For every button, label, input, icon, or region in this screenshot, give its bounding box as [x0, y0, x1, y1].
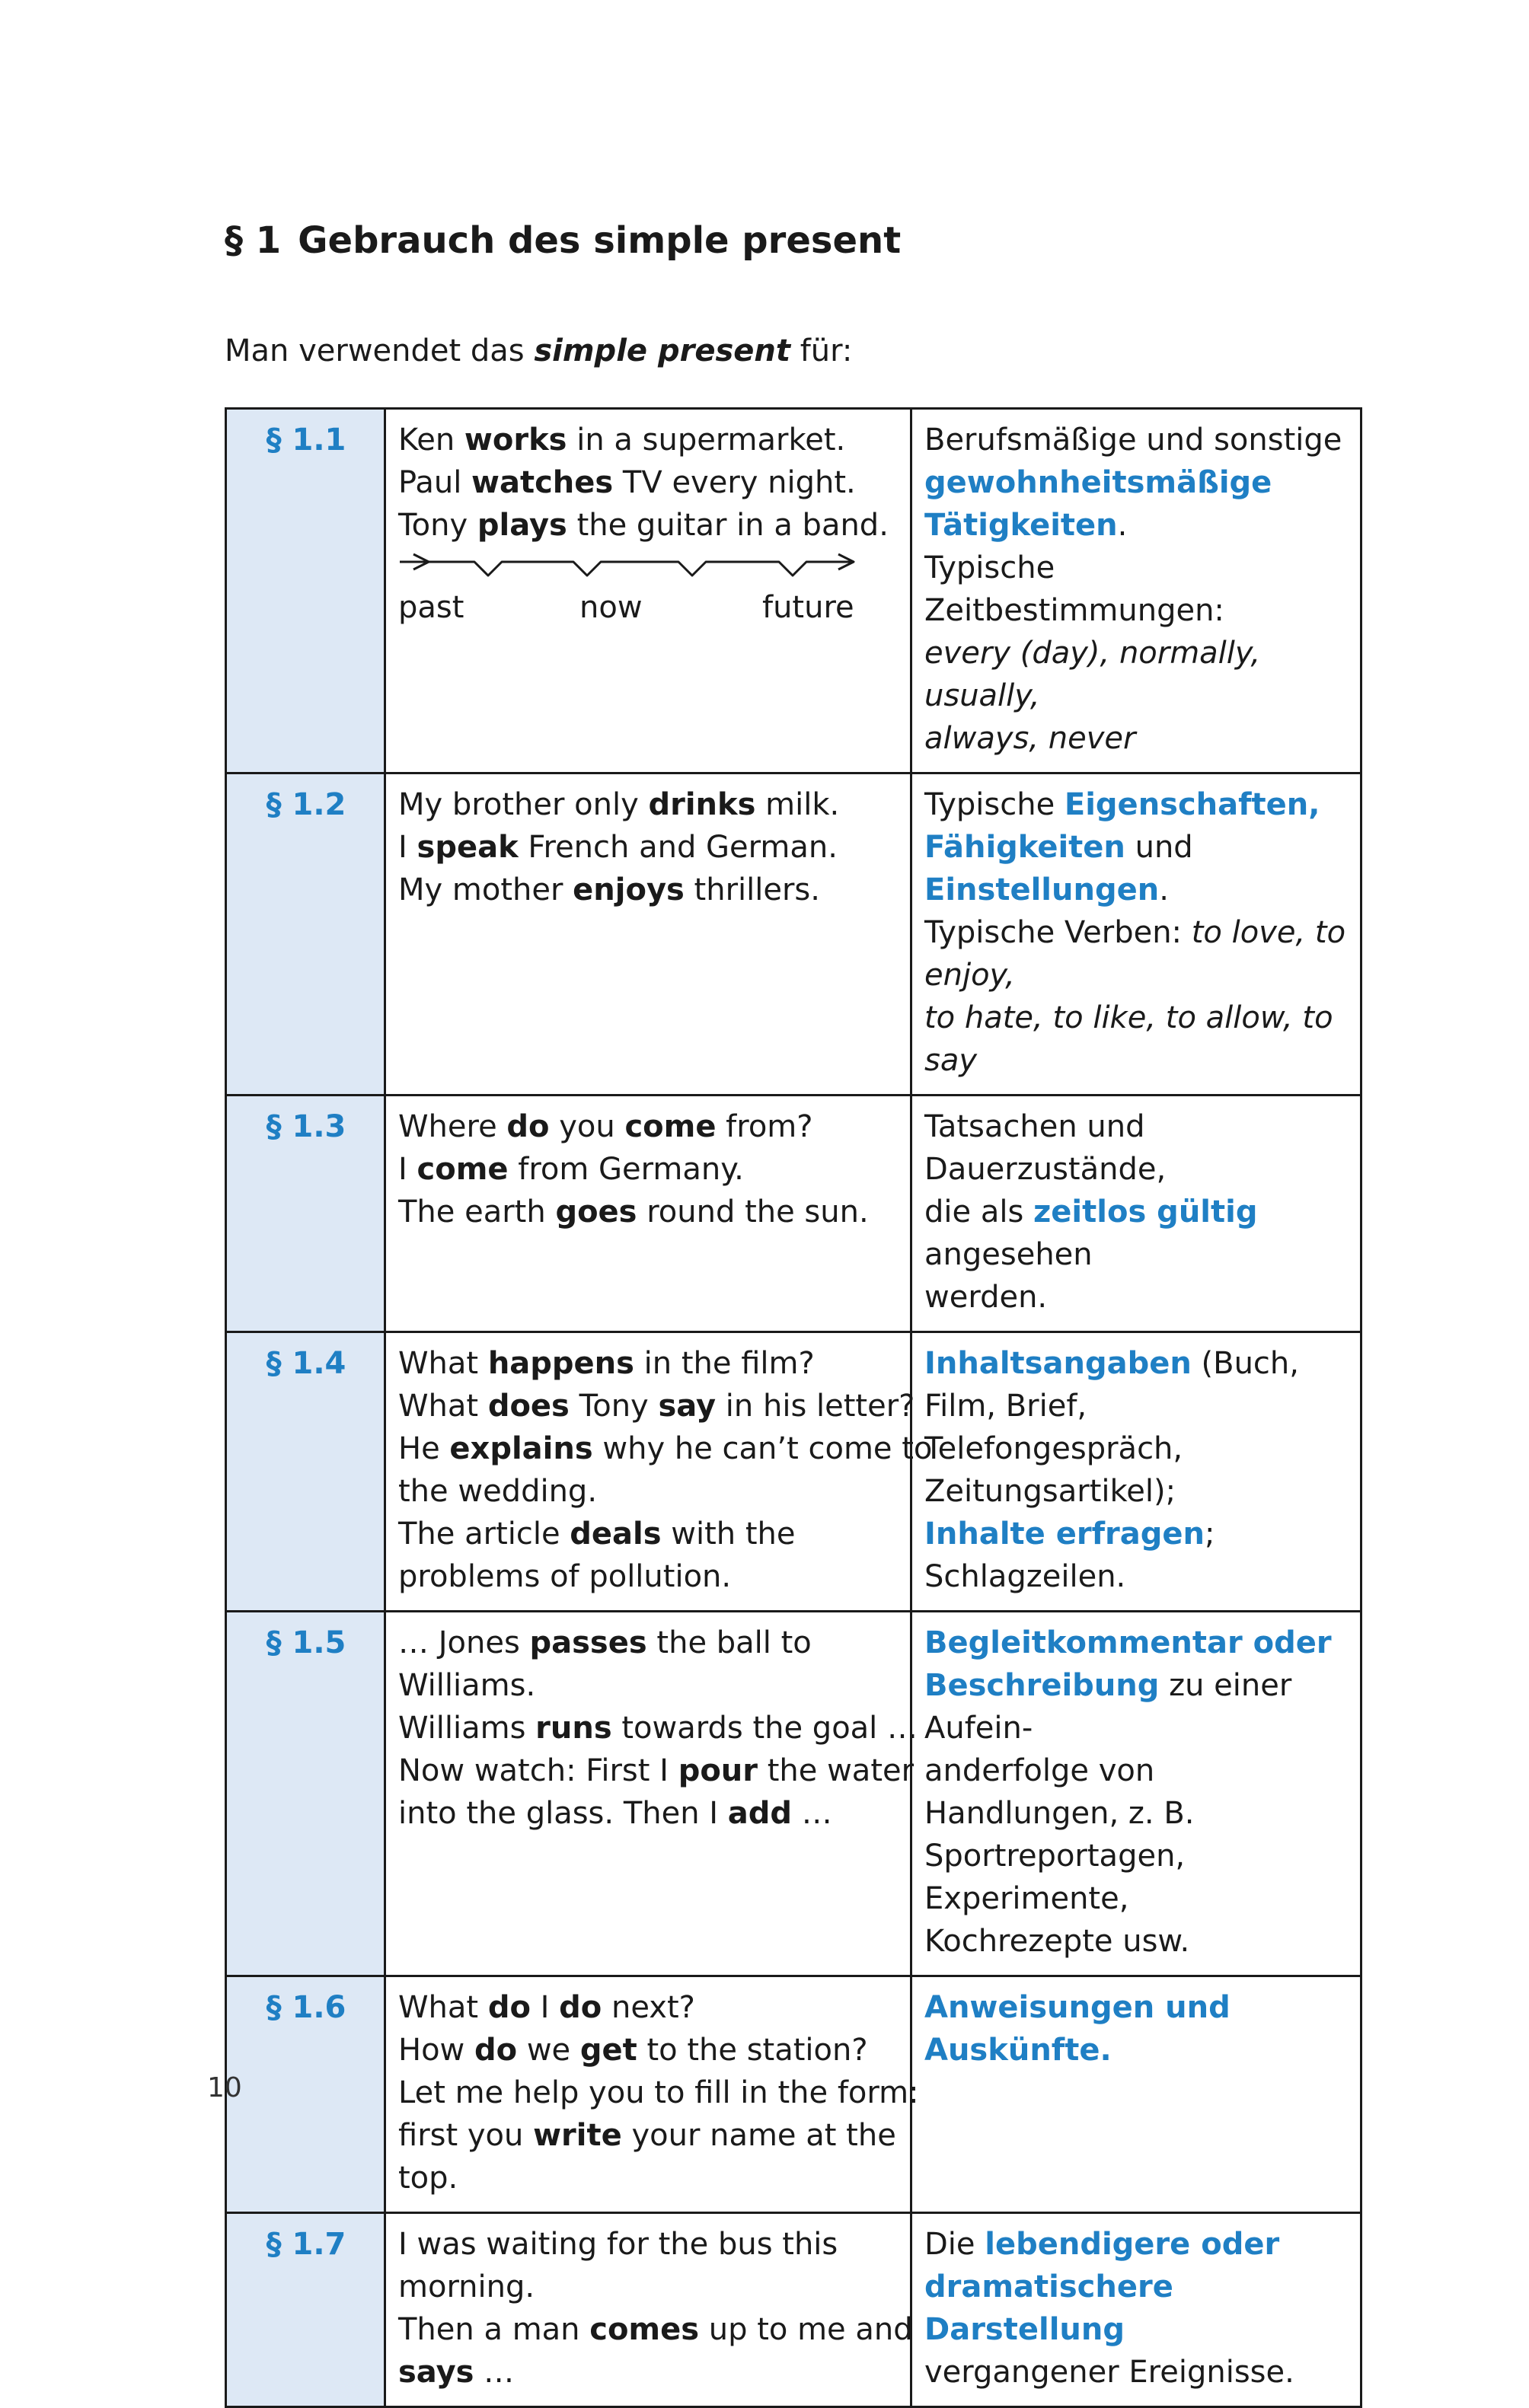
example-text: … [474, 2355, 515, 2390]
example-line [398, 419, 899, 461]
example-text: your name at the [621, 2118, 896, 2153]
description-line [924, 1276, 1349, 1319]
description-text: ; Schlagzeilen. [924, 1517, 1215, 1594]
example-line [398, 2266, 899, 2308]
section-label: § 1.1 [226, 409, 385, 773]
description-text: . [1117, 508, 1128, 543]
usage-row [226, 409, 1361, 773]
description-text: anderfolge von Handlungen, z. B. [924, 1753, 1195, 1831]
example-text: He [398, 1431, 450, 1466]
example-text: the ball to [646, 1625, 812, 1660]
example-line [398, 783, 899, 826]
section-label: § 1.5 [226, 1612, 385, 1976]
example-text: Now watch: First I [398, 1753, 678, 1788]
example-text: thrillers. [684, 872, 820, 907]
example-line [398, 2114, 899, 2157]
timeline-graphic [398, 548, 870, 586]
example-text: Tony [569, 1389, 659, 1424]
verb-highlight: says [398, 2355, 474, 2390]
example-line [398, 1385, 915, 1427]
example-line [398, 1749, 915, 1792]
description-line [924, 547, 1349, 632]
example-text: you [549, 1109, 625, 1144]
timeline-label-now: now [579, 590, 643, 625]
verb-highlight: passes [529, 1625, 647, 1660]
key-term: zeitlos gültig [1033, 1194, 1258, 1230]
example-line [398, 2072, 919, 2114]
verb-highlight: explains [449, 1431, 593, 1466]
verb-highlight: goes [555, 1194, 637, 1230]
description-line [924, 1105, 1349, 1191]
example-text: How [398, 2033, 474, 2068]
example-text: I [530, 1990, 560, 2025]
example-line [398, 2223, 899, 2266]
example-cell [385, 1612, 918, 1976]
description-text: Typische Verben: [924, 915, 1192, 950]
description-text: to love, to enjoy, [924, 915, 1346, 993]
section-label: § 1.7 [226, 2213, 385, 2407]
intro-text: Man verwendet das simple present für: [225, 333, 853, 368]
example-cell [385, 1976, 919, 2213]
verb-highlight: happens [487, 1346, 634, 1381]
example-line [398, 1470, 899, 1513]
description-line [924, 1749, 1349, 1835]
example-text: why he can’t come to [592, 1431, 933, 1466]
key-term: Inhalte erfragen [924, 1517, 1205, 1552]
example-text: What [398, 1990, 488, 2025]
example-text: … Jones [398, 1625, 530, 1660]
example-line [398, 1664, 899, 1707]
description-text: angesehen [924, 1237, 1093, 1272]
description-line [924, 1664, 1349, 1749]
description-line [924, 1191, 1349, 1276]
usage-row [226, 1976, 1361, 2213]
description-line [924, 1986, 1349, 2072]
verb-highlight: come [624, 1109, 717, 1144]
description-text: Sportreportagen, Experimente, [924, 1839, 1186, 1916]
description-text: zu einer Aufein- [924, 1668, 1292, 1746]
description-line [924, 1920, 1349, 1963]
description-line [924, 632, 1349, 717]
example-line [398, 2029, 899, 2072]
description-text: Typische [924, 787, 1065, 822]
verb-highlight: write [533, 2118, 622, 2153]
section-label: § 1.6 [226, 1976, 385, 2213]
example-line [398, 869, 899, 911]
example-line [398, 1513, 899, 1555]
example-text: I [398, 830, 417, 865]
example-text: Then a man [398, 2312, 590, 2347]
description-cell [911, 1096, 1361, 1332]
example-text: in his letter? [716, 1389, 915, 1424]
example-text: next? [602, 1990, 695, 2025]
description-text: vergangener Ereignisse. [924, 2355, 1294, 2390]
description-line [924, 1835, 1349, 1920]
description-line [924, 2351, 1349, 2394]
example-line [398, 1986, 899, 2029]
description-text: . [1159, 872, 1169, 907]
example-text: French and German. [518, 830, 838, 865]
example-text: Williams. [398, 1668, 536, 1703]
description-text: Tatsachen und Dauerzustände, [924, 1109, 1167, 1187]
description-line [924, 826, 1349, 911]
timeline-label-past: past [398, 590, 464, 625]
description-line [924, 419, 1349, 461]
description-text: Typische Zeitbestimmungen: [924, 550, 1224, 628]
example-text: My mother [398, 872, 573, 907]
example-text: the wedding. [398, 1474, 598, 1509]
key-term: lebendigere oder [985, 2227, 1280, 2262]
description-line [924, 997, 1349, 1082]
description-line [924, 461, 1349, 547]
description-line [924, 1342, 1349, 1427]
example-text: What [398, 1346, 488, 1381]
description-text: every (day), normally, usually, [924, 636, 1261, 713]
timeline-arrow [400, 554, 854, 576]
description-text: und [1125, 830, 1193, 865]
example-line [398, 1427, 933, 1470]
example-line [398, 1707, 918, 1749]
example-cell [385, 2213, 911, 2407]
example-text: into the glass. Then I [398, 1796, 728, 1831]
example-line [398, 1622, 899, 1664]
verb-highlight: pour [678, 1753, 758, 1788]
example-text: What [398, 1389, 488, 1424]
example-text: to the station? [637, 2033, 868, 2068]
verb-highlight: comes [589, 2312, 700, 2347]
usage-row [226, 1332, 1361, 1612]
verb-highlight: works [464, 423, 567, 458]
verb-highlight: do [487, 1990, 531, 2025]
section-number: § 1 [225, 219, 282, 262]
timeline-labels [398, 586, 863, 629]
usage-row [226, 1096, 1361, 1332]
example-line [398, 1342, 899, 1385]
verb-highlight: deals [570, 1517, 662, 1552]
example-text: problems of pollution. [398, 1559, 732, 1594]
example-text: … [792, 1796, 832, 1831]
example-line [398, 1191, 899, 1233]
example-line [398, 826, 899, 869]
section-label: § 1.2 [226, 773, 385, 1096]
example-text: I was waiting for the bus this [398, 2227, 838, 2262]
key-term: Eigenschaften, [1064, 787, 1320, 822]
example-line [398, 461, 899, 504]
verb-highlight: get [579, 2033, 637, 2068]
section-heading [225, 219, 901, 262]
description-cell [911, 1612, 1361, 1976]
description-line [924, 911, 1349, 997]
key-term: Inhaltsangaben [924, 1346, 1192, 1381]
example-cell [385, 1096, 911, 1332]
usage-row [226, 773, 1361, 1096]
usage-row [226, 2213, 1361, 2407]
page-number: 10 [207, 2072, 242, 2103]
verb-highlight: do [506, 1109, 550, 1144]
example-line [398, 2157, 899, 2199]
example-text: with the [661, 1517, 796, 1552]
example-text: up to me and [699, 2312, 913, 2347]
description-line [924, 783, 1349, 826]
example-text: Let me help you to fill in the form: [398, 2075, 919, 2110]
example-text: the water [758, 1753, 915, 1788]
section-label: § 1.3 [226, 1096, 385, 1332]
example-text: in a supermarket. [567, 423, 846, 458]
example-text: from? [716, 1109, 813, 1144]
verb-highlight: add [727, 1796, 793, 1831]
description-text: die als [924, 1194, 1034, 1230]
example-line [398, 504, 899, 547]
key-term: dramatischere Darstellung [924, 2269, 1173, 2347]
description-text: werden. [924, 1280, 1048, 1315]
key-term: Beschreibung [924, 1668, 1160, 1703]
description-line [924, 2223, 1349, 2266]
example-cell [385, 1332, 933, 1612]
description-line [924, 2266, 1349, 2351]
timeline-label-future: future [762, 590, 854, 625]
description-cell [911, 1976, 1361, 2213]
description-cell [911, 773, 1361, 1096]
example-cell [385, 773, 911, 1096]
example-text: in the film? [634, 1346, 815, 1381]
description-text: (Buch, Film, Brief, [924, 1346, 1299, 1424]
example-text: The article [398, 1517, 570, 1552]
description-text: always, never [924, 721, 1136, 756]
example-text: Where [398, 1109, 507, 1144]
description-text: Berufsmäßige und sonstige [924, 423, 1342, 458]
key-term: Begleitkommentar oder [924, 1625, 1332, 1660]
section-label: § 1.4 [226, 1332, 385, 1612]
key-term: Anweisungen und Auskünfte. [924, 1990, 1231, 2068]
key-term: Fähigkeiten [924, 830, 1125, 865]
verb-highlight: drinks [648, 787, 756, 822]
example-line [398, 1105, 899, 1148]
example-text: Tony [398, 508, 477, 543]
verb-highlight: speak [417, 830, 519, 865]
key-term: gewohnheitsmäßige Tätigkeiten [924, 465, 1272, 543]
example-text: I [398, 1152, 417, 1187]
intro-emphasis: simple present [534, 333, 790, 368]
usage-table-body [226, 409, 1361, 2407]
example-text: TV every night. [613, 465, 856, 500]
verb-highlight: does [487, 1389, 570, 1424]
usage-table [225, 407, 1362, 2408]
example-line [398, 2308, 913, 2351]
description-line [924, 1622, 1349, 1664]
description-text: to hate, to like, to allow, to say [924, 1000, 1333, 1078]
description-text: Telefongespräch, Zeitungsartikel); [924, 1431, 1183, 1509]
example-text: milk. [755, 787, 840, 822]
example-text: round the sun. [637, 1194, 869, 1230]
description-line [924, 1427, 1349, 1513]
verb-highlight: watches [471, 465, 614, 500]
usage-row [226, 1612, 1361, 1976]
example-text: The earth [398, 1194, 556, 1230]
example-text: the guitar in a band. [567, 508, 889, 543]
example-text: top. [398, 2161, 458, 2196]
example-line [398, 1148, 899, 1191]
example-line [398, 2351, 899, 2394]
example-text: towards the goal … [611, 1711, 918, 1746]
description-cell [911, 1332, 1361, 1612]
example-text: Ken [398, 423, 464, 458]
example-text: first you [398, 2118, 534, 2153]
section-title: Gebrauch des simple present [298, 219, 902, 262]
verb-highlight: say [658, 1389, 717, 1424]
example-text: from Germany. [508, 1152, 744, 1187]
description-cell [911, 2213, 1361, 2407]
description-line [924, 717, 1349, 760]
example-line [398, 1555, 899, 1598]
verb-highlight: enjoys [573, 872, 685, 907]
example-text: Williams [398, 1711, 536, 1746]
example-text: My brother only [398, 787, 649, 822]
description-cell [911, 409, 1361, 773]
verb-highlight: plays [477, 508, 567, 543]
description-line [924, 1513, 1349, 1598]
example-line [398, 1792, 899, 1835]
example-text: we [517, 2033, 580, 2068]
verb-highlight: runs [535, 1711, 612, 1746]
key-term: Einstellungen [924, 872, 1160, 907]
verb-highlight: come [417, 1152, 509, 1187]
verb-highlight: do [559, 1990, 602, 2025]
description-text: Kochrezepte usw. [924, 1924, 1190, 1959]
verb-highlight: do [474, 2033, 518, 2068]
example-text: morning. [398, 2269, 535, 2304]
example-text: Paul [398, 465, 472, 500]
description-text: Die [924, 2227, 985, 2262]
example-cell [385, 409, 911, 773]
